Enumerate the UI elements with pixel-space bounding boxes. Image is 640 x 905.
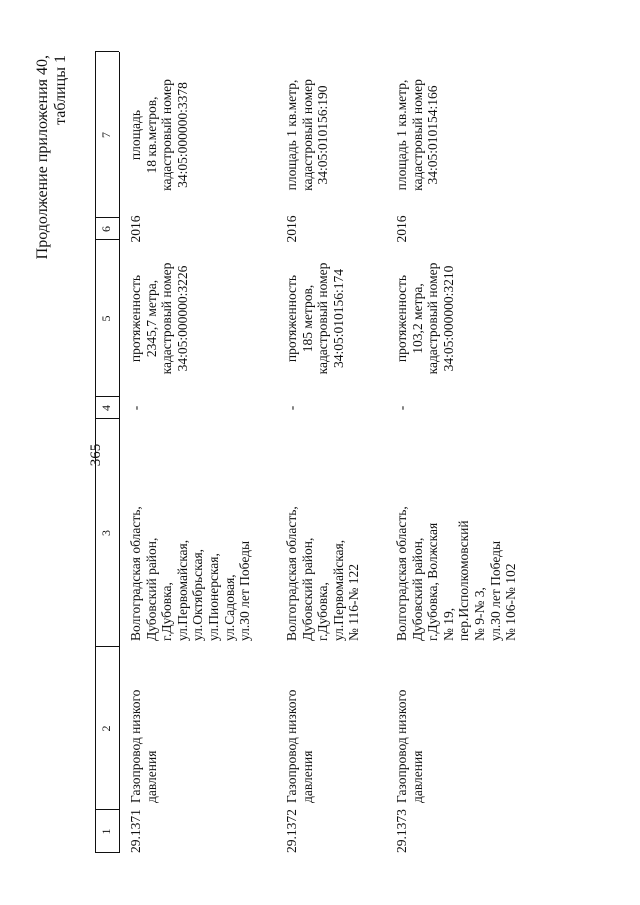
column-number-4: 4 <box>99 405 113 411</box>
continuation-line-1: Продолжение приложения 40, <box>34 55 51 260</box>
table-top-border <box>95 52 96 853</box>
column-4-value: - <box>284 405 299 411</box>
object-note: площадь 18 кв.метров, кадастровый номер 34:05:000000:3378 <box>128 79 190 191</box>
object-name: Газопровод низкого давления <box>394 689 425 803</box>
object-name: Газопровод низкого давления <box>284 689 315 803</box>
year: 2016 <box>128 215 143 243</box>
object-description: протяженность 103,2 метра, кадастровый номер 34:05:000000:3210 <box>394 262 456 375</box>
object-description: протяженность 2345,7 метра, кадастровый номер 34:05:000000:3226 <box>128 262 190 375</box>
header-bottom-border <box>119 52 120 853</box>
row-number: 29.1371 <box>128 809 143 853</box>
column-4-value: - <box>394 405 409 411</box>
column-4-value: - <box>128 405 143 411</box>
object-address: Волгоградская область, Дубовский район, г.Дубовка, ул.Первомайская, ул.Октябрьская, ул.Пионерская, ул.Садовая, ул.30 лет Победы <box>128 506 253 641</box>
object-description: протяженность 185 метров, кадастровый номер 34:05:010156:174 <box>284 262 346 375</box>
row-number: 29.1373 <box>394 809 409 853</box>
column-number-2: 2 <box>99 725 113 732</box>
object-note: площадь 1 кв.метр, кадастровый номер 34:05:010154:166 <box>394 79 441 191</box>
page-number: 365 <box>88 443 104 467</box>
object-name: Газопровод низкого давления <box>128 689 159 803</box>
continuation-caption <box>34 55 70 365</box>
object-address: Волгоградская область, Дубовский район, г.Дубовка, Волжская № 19, пер.Исполкомовский № 9-№ 3, ул.30 лет Победы № 106-№ 102 <box>394 506 519 641</box>
continuation-line-2: таблицы 1 <box>52 55 69 125</box>
column-number-3: 3 <box>99 530 113 536</box>
column-number-7: 7 <box>99 132 113 138</box>
row-number: 29.1372 <box>284 809 299 853</box>
object-note: площадь 1 кв.метр, кадастровый номер 34:05:010156:190 <box>284 79 331 191</box>
column-number-1: 1 <box>99 828 113 835</box>
year: 2016 <box>394 215 409 243</box>
year: 2016 <box>284 215 299 243</box>
column-number-6: 6 <box>99 226 113 232</box>
column-number-5: 5 <box>99 315 113 322</box>
object-address: Волгоградская область, Дубовский район, г.Дубовка, ул.Первомайская, № 116-№ 122 <box>284 506 362 641</box>
